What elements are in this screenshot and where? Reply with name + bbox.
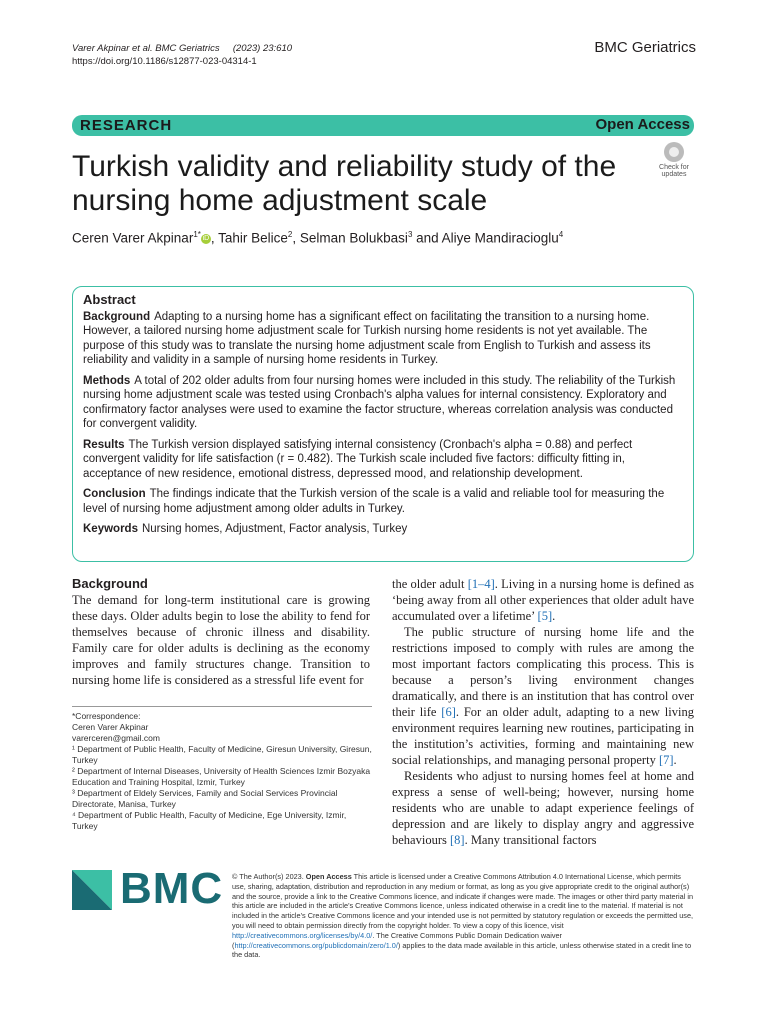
abstract-results: Results The Turkish version displayed satisfying internal consistency (Cronbach's alpha = 0.88) and perfect convergent validity for life satisfaction (r = 0.482). The Turkish scale included five factors: difficulty fitting in, acceptance of new residence, emotional distress, depressed mood, and relationship development. xyxy=(83,438,633,480)
body-paragraph: the older adult [1–4]. Living in a nursing home is defined as ‘being away from all other experiences that older adult have accumulated over a lifetime’ [5]. xyxy=(392,577,694,623)
body-paragraph: Residents who adjust to nursing homes feel at home and express a sense of well-being; however, nursing home residents who are unable to adapt experience feelings of depression and are likely to display angry and aggressive behaviours [8]. Many transitional factors xyxy=(392,769,694,847)
check-for-updates-badge[interactable]: Check for updates xyxy=(654,142,694,180)
section-heading-background: Background xyxy=(72,576,148,591)
abstract-box xyxy=(72,286,694,562)
abstract-conclusion: Conclusion The findings indicate that the Turkish version of the scale is a valid and reliable tool for measuring the level of nursing home adjustment among older adults in Turkey. xyxy=(83,488,665,515)
abstract-heading: Abstract xyxy=(83,292,136,307)
citation-authors: Varer Akpinar et al. BMC Geriatrics xyxy=(72,43,220,54)
abstract-methods: Methods A total of 202 older adults from four nursing homes were included in this study. The reliability of the Turkish nursing home adjustment scale was tested using Cronbach's alpha values for internal consistency. Exploratory and confirmatory factor analyses were used to examine the factor structure, whereas correlation analysis was conducted for convergent validity. xyxy=(83,374,676,430)
open-access-label: Open Access xyxy=(595,116,690,133)
author-list: Ceren Varer Akpinar$^{1*}$ iD , Tahir Belice$^2$, Selman Bolukbasi$^3$ and Aliye Mandiracioglu$^4$ xyxy=(72,230,564,246)
article-title: Turkish validity and reliability study of the nursing home adjustment scale xyxy=(72,150,617,217)
bmc-logo-icon xyxy=(72,870,112,910)
abstract-keywords: Keywords Nursing homes, Adjustment, Factor analysis, Turkey xyxy=(83,523,408,535)
article-type-label: RESEARCH xyxy=(80,117,173,134)
doi-link[interactable]: https://doi.org/10.1186/s12877-023-04314-1 xyxy=(72,56,257,67)
citation-year: (2023) 23:610 xyxy=(232,43,293,54)
article-type-bar xyxy=(72,115,694,136)
body-column-left xyxy=(72,576,370,688)
body-paragraph: The public structure of nursing home life and the restrictions imposed to comply with rules are among the most important factors complicating this process. This is because a person’s living environment changes dramatically, and there is an institution that has control over their life [6]. For an older adult, adapting to a new living environment requires learning new routines, participating in the institution’s activities, forming and maintaining new social relationships, and managing personal property [7]. xyxy=(392,625,694,767)
ref-link[interactable]: [6] xyxy=(441,705,456,719)
public-domain-link[interactable]: http://creativecommons.org/publicdomain/zero/1.0/ xyxy=(234,940,398,950)
citation-header xyxy=(72,42,292,68)
correspondence-email[interactable]: varerceren@gmail.com xyxy=(72,733,160,743)
ref-link[interactable]: [7] xyxy=(658,753,674,767)
ref-link[interactable]: [8] xyxy=(449,833,465,847)
abstract-background: Background Adapting to a nursing home has a significant effect on facilitating the transition to a nursing home. However, a tailored nursing home adjustment scale for Turkish nursing home residents is not yet available. The purpose of this study was to translate the nursing home adjustment scale from English to Turkish and assess its reliability and validity in a sample of nursing home residents in Turkey. xyxy=(83,310,651,366)
journal-name: BMC Geriatrics xyxy=(594,39,696,56)
license-link[interactable]: http://creativecommons.org/licenses/by/4.0/ xyxy=(232,930,373,940)
ref-link[interactable]: [5] xyxy=(537,609,553,623)
check-updates-icon xyxy=(664,142,684,162)
license-text: © The Author(s) 2023. Open Access This article is licensed under a Creative Commons Attribution 4.0 International License, which permits use, sharing, adaptation, distribution and reproduction in any medium or format, as long as you give appropriate credit to the original author(s) and the source, provide a link to the Creative Commons licence, and indicate if changes were made. The images or other third party material in this article are included in the article’s Creative Commons licence, unless indicated otherwise in a credit line to the material. If material is not included in the article’s Creative Commons licence and your intended use is not permitted by statutory regulation or exceeds the permitted use, you will need to obtain permission directly from the copyright holder. To view a copy of this licence, visit http://creativecommons.org/licenses/by/4.0/. The Creative Commons Public Domain Dedication waiver (http://creativecommons.org/publicdomain/zero/1.0/) applies to the data made available in this article, unless otherwise stated in a credit line to the data. xyxy=(232,872,694,960)
correspondence-block: *Correspondence: Ceren Varer Akpinar varerceren@gmail.com ¹ Department of Public Health, Faculty of Medicine, Giresun University, Giresun, Turkey ² Department of Internal Diseases, University of Health Sciences Izmir Bozyaka Education and Training Hospital, Izmir, Turkey ³ Department of Eldely Services, Family and Social Services Provincial Directorate, Manisa, Turkey ⁴ Department of Public Health, Faculty of Medicine, Ege University, Izmir, Turkey xyxy=(72,706,372,832)
ref-link[interactable]: [1–4] xyxy=(467,577,495,591)
body-column-right xyxy=(392,576,694,848)
bmc-logo: BMC xyxy=(72,870,222,930)
body-paragraph: The demand for long-term institutional care is growing these days. Older adults begin to lose the ability to fend for themselves because of chronic illness and disability. Family care for older adults is declining as the economy improves and family structures change. Transition to nursing home life is considered as a stressful life event for xyxy=(72,593,370,687)
orcid-icon[interactable]: iD xyxy=(202,234,210,242)
